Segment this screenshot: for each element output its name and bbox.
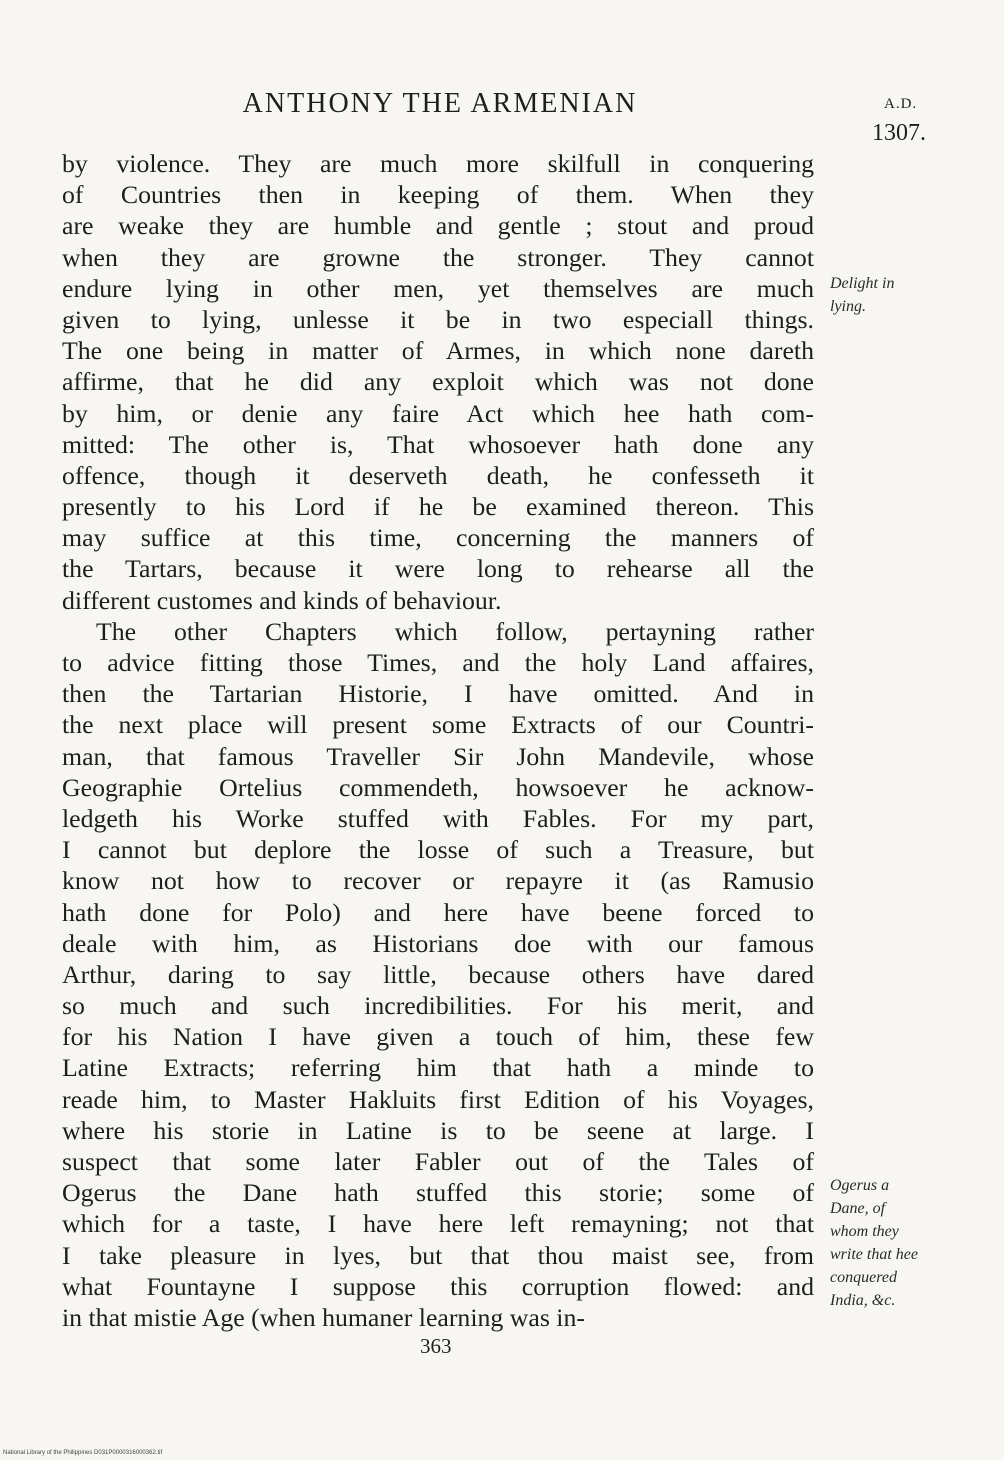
text-line: hath done for Polo) and here have beene forced to: [62, 897, 814, 927]
text-line: for his Nation I have given a touch of him, these few: [62, 1022, 814, 1052]
text-line: presently to his Lord if he be examined thereon. This: [62, 492, 814, 522]
text-line: are weake they are humble and gentle ; stout and proud: [62, 211, 814, 241]
text-line: given to lying, unlesse it be in two especiall things.: [62, 304, 814, 334]
text-line: Ogerus the Dane hath stuffed this storie; some of: [62, 1178, 814, 1208]
margin-year: 1307.: [872, 120, 926, 146]
text-line: know not how to recover or repayre it (as Ramusio: [62, 866, 814, 896]
text-line: by him, or denie any faire Act which hee hath com-: [62, 398, 814, 428]
text-line: in that mistie Age (when humaner learning was in-: [62, 1302, 585, 1332]
sidenote-line: conquered: [830, 1269, 897, 1286]
text-line: deale with him, as Historians doe with our famous: [62, 928, 814, 958]
text-line: to advice fitting those Times, and the holy Land affaires,: [62, 648, 814, 677]
text-line: affirme, that he did any exploit which was not done: [62, 367, 814, 397]
text-line: reade him, to Master Hakluits first Edition of his Voyages,: [62, 1084, 814, 1114]
sidenote-delight-in-lying: [830, 272, 894, 318]
text-line: man, that famous Traveller Sir John Mandevile, whose: [62, 741, 814, 771]
page-number: 363: [420, 1334, 452, 1358]
text-line: the next place will present some Extracts of our Countri-: [62, 710, 814, 740]
body-text: [62, 148, 814, 1333]
text-line: when they are growne the stronger. They cannot: [62, 242, 814, 272]
text-line: I cannot but deplore the losse of such a Treasure, but: [62, 835, 814, 865]
sidenote-ogerus: [830, 1174, 918, 1312]
text-line: where his storie in Latine is to be seene at large. I: [62, 1115, 814, 1145]
text-line: I take pleasure in lyes, but that thou maist see, from: [62, 1240, 814, 1270]
text-line: The one being in matter of Armes, in which none dareth: [62, 336, 814, 366]
text-line: different customes and kinds of behaviour.: [62, 585, 502, 615]
scan-footer: National Library of the Philippines D031P0000316000362.tif: [3, 1450, 163, 1456]
text-line: so much and such incredibilities. For his merit, and: [62, 991, 814, 1021]
text-line: ledgeth his Worke stuffed with Fables. For my part,: [62, 803, 814, 833]
text-line: Latine Extracts; referring him that hath a minde to: [62, 1053, 814, 1083]
text-line: mitted: The other is, That whosoever hath done any: [62, 429, 814, 459]
text-line: which for a taste, I have here left remayning; not that: [62, 1209, 814, 1239]
margin-year-label: A.D.: [884, 96, 918, 112]
text-line: offence, though it deserveth death, he confesseth it: [62, 460, 814, 490]
text-line: of Countries then in keeping of them. When they: [62, 180, 814, 210]
running-head: ANTHONY THE ARMENIAN: [242, 88, 638, 119]
text-line: then the Tartarian Historie, I have omitted. And in: [62, 679, 814, 709]
text-line: may suffice at this time, concerning the manners of: [62, 523, 814, 553]
text-line: endure lying in other men, yet themselves are much: [62, 273, 814, 303]
text-line: suspect that some later Fabler out of the Tales of: [62, 1147, 814, 1176]
text-line: The other Chapters which follow, pertayning rather: [96, 616, 814, 646]
text-line: what Fountayne I suppose this corruption flowed: and: [62, 1271, 814, 1301]
sidenote-line: Delight in: [830, 275, 895, 292]
sidenote-line: India, &c.: [830, 1292, 896, 1309]
sidenote-line: Dane, of: [830, 1200, 886, 1217]
sidenote-line: lying.: [830, 298, 866, 315]
text-line: by violence. They are much more skilfull in conquering: [62, 149, 814, 178]
text-line: Arthur, daring to say little, because others have dared: [62, 959, 814, 989]
text-line: Geographie Ortelius commendeth, howsoever he acknow-: [62, 772, 814, 802]
text-line: the Tartars, because it were long to rehearse all the: [62, 554, 814, 584]
sidenote-line: whom they: [830, 1223, 899, 1240]
sidenote-line: Ogerus a: [830, 1177, 890, 1194]
sidenote-line: write that hee: [830, 1246, 918, 1263]
